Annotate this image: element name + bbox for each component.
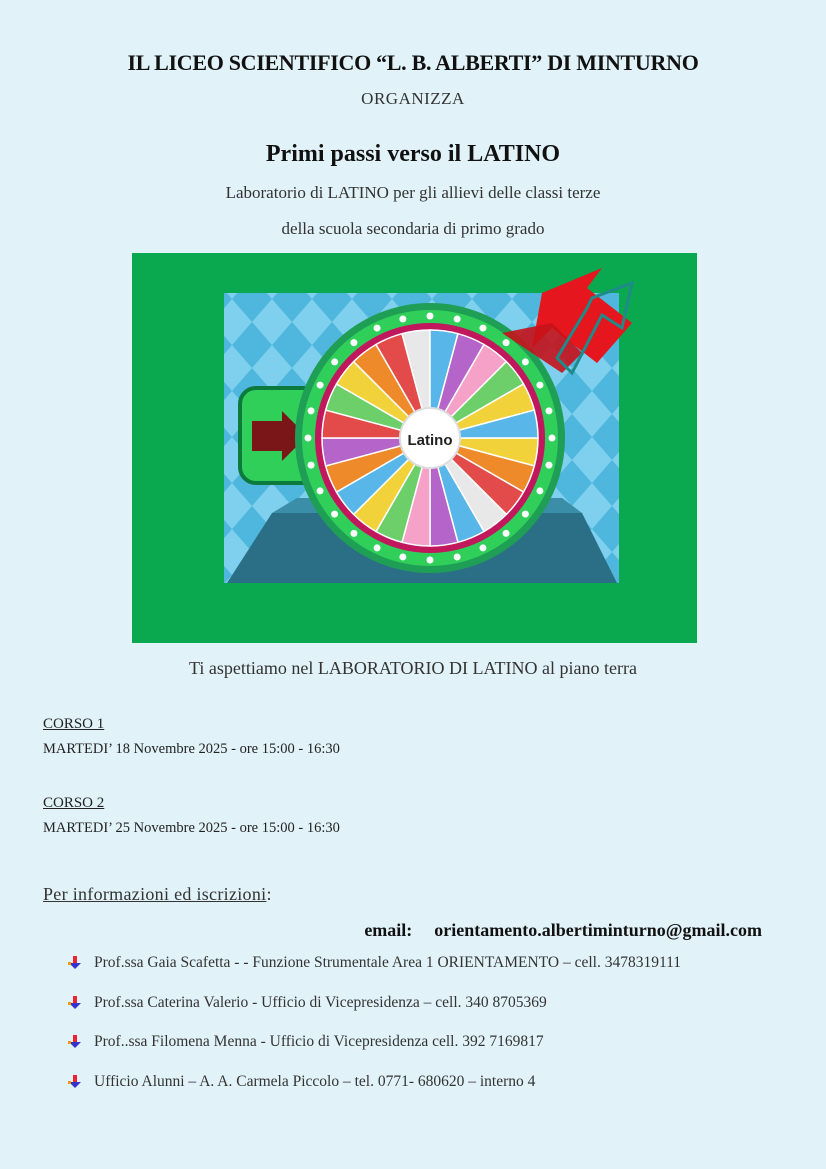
course-2-label: CORSO 2 (43, 795, 105, 811)
wheel-light (308, 462, 315, 469)
email-row (364, 920, 762, 941)
wheel-light (479, 544, 486, 551)
wheel-light (317, 382, 324, 389)
wheel-light (331, 511, 338, 518)
welcome-text: Ti aspettiamo nel LABORATORIO DI LATINO al piano terra (189, 658, 637, 678)
course-1-date: MARTEDI’ 18 Novembre 2025 - ore 15:00 - 16:30 (43, 741, 340, 757)
wheel-light (305, 435, 312, 442)
wheel-light (454, 316, 461, 323)
info-heading: Per informazioni ed iscrizioni: (43, 884, 272, 904)
wheel-light (522, 511, 529, 518)
wheel-light (522, 358, 529, 365)
list-item: Ufficio Alunni – A. A. Carmela Piccolo – tel. 0771- 680620 – interno 4 (68, 1073, 681, 1113)
wheel-center-label: Latino (407, 432, 453, 449)
wheel-light (317, 487, 324, 494)
wheel-light (479, 325, 486, 332)
email-address[interactable]: orientamento.albertiminturno@gmail.com (434, 920, 762, 940)
contact-list (68, 954, 681, 1112)
wheel-light (427, 313, 434, 320)
organizza-label: ORGANIZZA (361, 89, 465, 108)
page-title: Primi passi verso il LATINO (265, 141, 561, 167)
wheel-light (350, 339, 357, 346)
wheel-light (427, 557, 434, 564)
wheel-light (536, 382, 543, 389)
wheel-light (399, 553, 406, 560)
wheel-of-fortune-image (132, 253, 697, 643)
wheel-light (374, 325, 381, 332)
subtitle-line-1: Laboratorio di LATINO per gli allievi delle classi terze (225, 183, 601, 202)
wheel-light (454, 553, 461, 560)
arrow-bullet-icon (68, 956, 82, 970)
wheel-light (350, 530, 357, 537)
arrow-bullet-icon (68, 1035, 82, 1049)
school-name: IL LICEO SCIENTIFICO “L. B. ALBERTI” DI MINTURNO (127, 50, 699, 75)
list-item: Prof.ssa Gaia Scafetta - - Funzione Strumentale Area 1 ORIENTAMENTO – cell. 3478319111 (68, 954, 681, 994)
course-2-date: MARTEDI’ 25 Novembre 2025 - ore 15:00 - 16:30 (43, 820, 340, 836)
wheel-light (536, 487, 543, 494)
arrow-bullet-icon (68, 1075, 82, 1089)
list-item: Prof.ssa Caterina Valerio - Ufficio di Vicepresidenza – cell. 340 8705369 (68, 994, 681, 1034)
wheel-light (549, 435, 556, 442)
wheel-light (545, 462, 552, 469)
wheel-light (374, 544, 381, 551)
wheel-light (503, 339, 510, 346)
wheel-light (399, 316, 406, 323)
list-item: Prof..ssa Filomena Menna - Ufficio di Vicepresidenza cell. 392 7169817 (68, 1033, 681, 1073)
arrow-bullet-icon (68, 996, 82, 1010)
wheel-light (545, 407, 552, 414)
course-1-label: CORSO 1 (43, 716, 105, 732)
wheel-light (331, 358, 338, 365)
wheel-light (503, 530, 510, 537)
subtitle-line-2: della scuola secondaria di primo grado (281, 219, 545, 238)
wheel-light (308, 407, 315, 414)
email-label: email: (364, 920, 413, 940)
